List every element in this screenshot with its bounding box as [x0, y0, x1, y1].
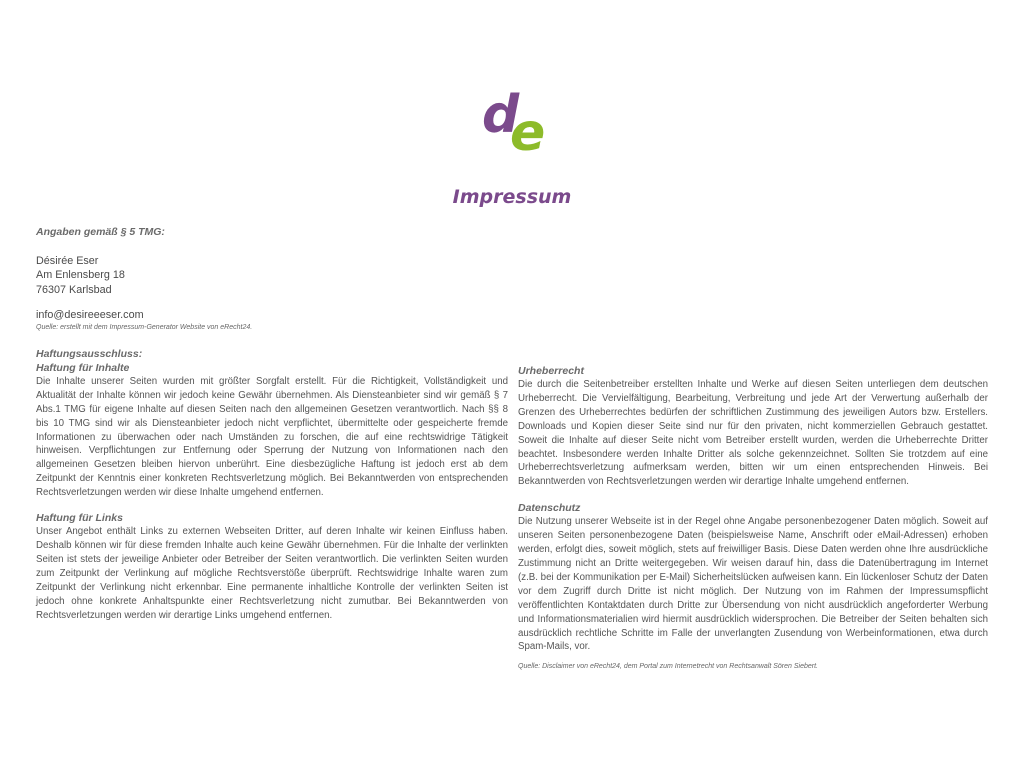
privacy-text: Die Nutzung unserer Webseite ist in der Regel ohne Angabe personenbezogener Daten möglich. Soweit auf unseren Seiten personenbezogene Daten (beispielsweise Name, Anschrift oder eMail-Adressen) erhoben werden, erfolgt dies, soweit möglich, stets auf freiwilliger Basis. Diese Daten werden ohne Ihre ausdrückliche Zustimmung nicht an Dritte weitergegeben. Wir weisen darauf hin, dass die Datenübertragung im Internet (z.B. bei der Kommunikation per E-Mail) Sicherheitslücken aufweisen kann. Ein lückenloser Schutz der Daten vor dem Zugriff durch Dritte ist nicht möglich. Der Nutzung von im Rahmen der Impressumspflicht veröffentlichten Kontaktdaten durch Dritte zur Übersendung von nicht ausdrücklich angeforderter Werbung und Informationsmaterialien wird hiermit ausdrücklich widersprochen. Die Betreiber der Seiten behalten sich ausdrücklich rechtliche Schritte im Falle der unverlangten Zusendung von Werbeinformationen, etwa durch Spam-Mails, vor. [518, 516, 988, 653]
contact-block [36, 254, 508, 323]
brand-logo[interactable] [480, 86, 550, 160]
content-liability-text: Die Inhalte unserer Seiten wurden mit größter Sorgfalt erstellt. Für die Richtigkeit, Vollständigkeit und Aktualität der Inhalte können wir jedoch keine Gewähr übernehmen. Als Diensteanbieter sind wir gemäß § 7 Abs.1 TMG für eigene Inhalte auf diesen Seiten nach den allgemeinen Gesetzen verantwortlich. Nach §§ 8 bis 10 TMG sind wir als Diensteanbieter jedoch nicht verpflichtet, übermittelte oder gespeicherte fremde Informationen zu überwachen oder nach Umständen zu forschen, die auf eine rechtswidrige Tätigkeit hinweisen. Verpflichtungen zur Entfernung oder Sperrung der Nutzung von Informationen nach den allgemeinen Gesetzen bleiben hiervon unberührt. Eine diesbezügliche Haftung ist jedoch erst ab dem Zeitpunkt der Kenntnis einer konkreten Rechtsverletzung möglich. Bei Bekanntwerden von entsprechenden Rechtsverletzungen werden wir diese Inhalte umgehend entfernen. [36, 375, 508, 499]
content-liability-heading: Haftung für Inhalte [36, 361, 130, 374]
tmg-label: Angaben gemäß § 5 TMG: [36, 226, 165, 238]
contact-email-link[interactable]: info@desireeeser.com [36, 309, 144, 322]
copyright-heading: Urheberrecht [518, 365, 584, 377]
impressum-source-note: Quelle: erstellt mit dem Impressum-Generator Website von eRecht24. [36, 323, 253, 331]
links-liability-heading: Haftung für Links [36, 512, 123, 525]
right-column [518, 364, 988, 672]
contact-name: Désirée Eser [36, 254, 99, 267]
copyright-text: Die durch die Seitenbetreiber erstellten Inhalte und Werke auf diesen Seiten unterliegen dem deutschen Urheberrecht. Die Vervielfältigung, Bearbeitung, Verbreitung und jede Art der Verwertung außerhalb der Grenzen des Urheberrechtes bedürfen der schriftlichen Zustimmung des jeweiligen Autors bzw. Erstellers. Downloads und Kopien dieser Seite sind nur für den privaten, nicht kommerziellen Gebrauch gestattet. Soweit die Inhalte auf dieser Seite nicht vom Betreiber erstellt wurden, werden die Urheberrechte Dritter beachtet. Insbesondere werden Inhalte Dritter als solche gekennzeichnet. Sollten Sie trotzdem auf eine Urheberrechtsverletzung aufmerksam werden, bitten wir um einen entsprechenden Hinweis. Bei Bekanntwerden von Rechtsverletzungen werden wir derartige Inhalte umgehend entfernen. [518, 379, 988, 488]
disclaimer-source-note: Quelle: Disclaimer von eRecht24, dem Portal zum Internetrecht von Rechtsanwalt Sören Siebert. [518, 663, 818, 671]
logo-letter-d: d [482, 86, 520, 145]
links-liability-text: Unser Angebot enthält Links zu externen Webseiten Dritter, auf deren Inhalte wir keinen Einfluss haben. Deshalb können wir für diese fremden Inhalte auch keine Gewähr übernehmen. Für die Inhalte der verlinkten Seiten ist stets der jeweilige Anbieter oder Betreiber der Seiten verantwortlich. Die verlinkten Seiten wurden zum Zeitpunkt der Verlinkung auf mögliche Rechtsverstöße überprüft. Rechtswidrige Inhalte waren zum Zeitpunkt der Verlinkung nicht erkennbar. Eine permanente inhaltliche Kontrolle der verlinkten Seiten ist jedoch ohne konkrete Anhaltspunkte einer Rechtsverletzung nicht zumutbar. Bei Bekanntwerden von Rechtsverletzungen werden wir derartige Links umgehend entfernen. [36, 526, 508, 621]
disclaimer-heading: Haftungsausschluss: [36, 347, 143, 360]
page-title: Impressum [452, 186, 572, 208]
contact-city: 76307 Karlsbad [36, 283, 112, 296]
contact-street: Am Enlensberg 18 [36, 269, 125, 282]
logo-letter-e: e [510, 103, 546, 160]
privacy-heading: Datenschutz [518, 502, 581, 515]
left-column [36, 226, 508, 622]
